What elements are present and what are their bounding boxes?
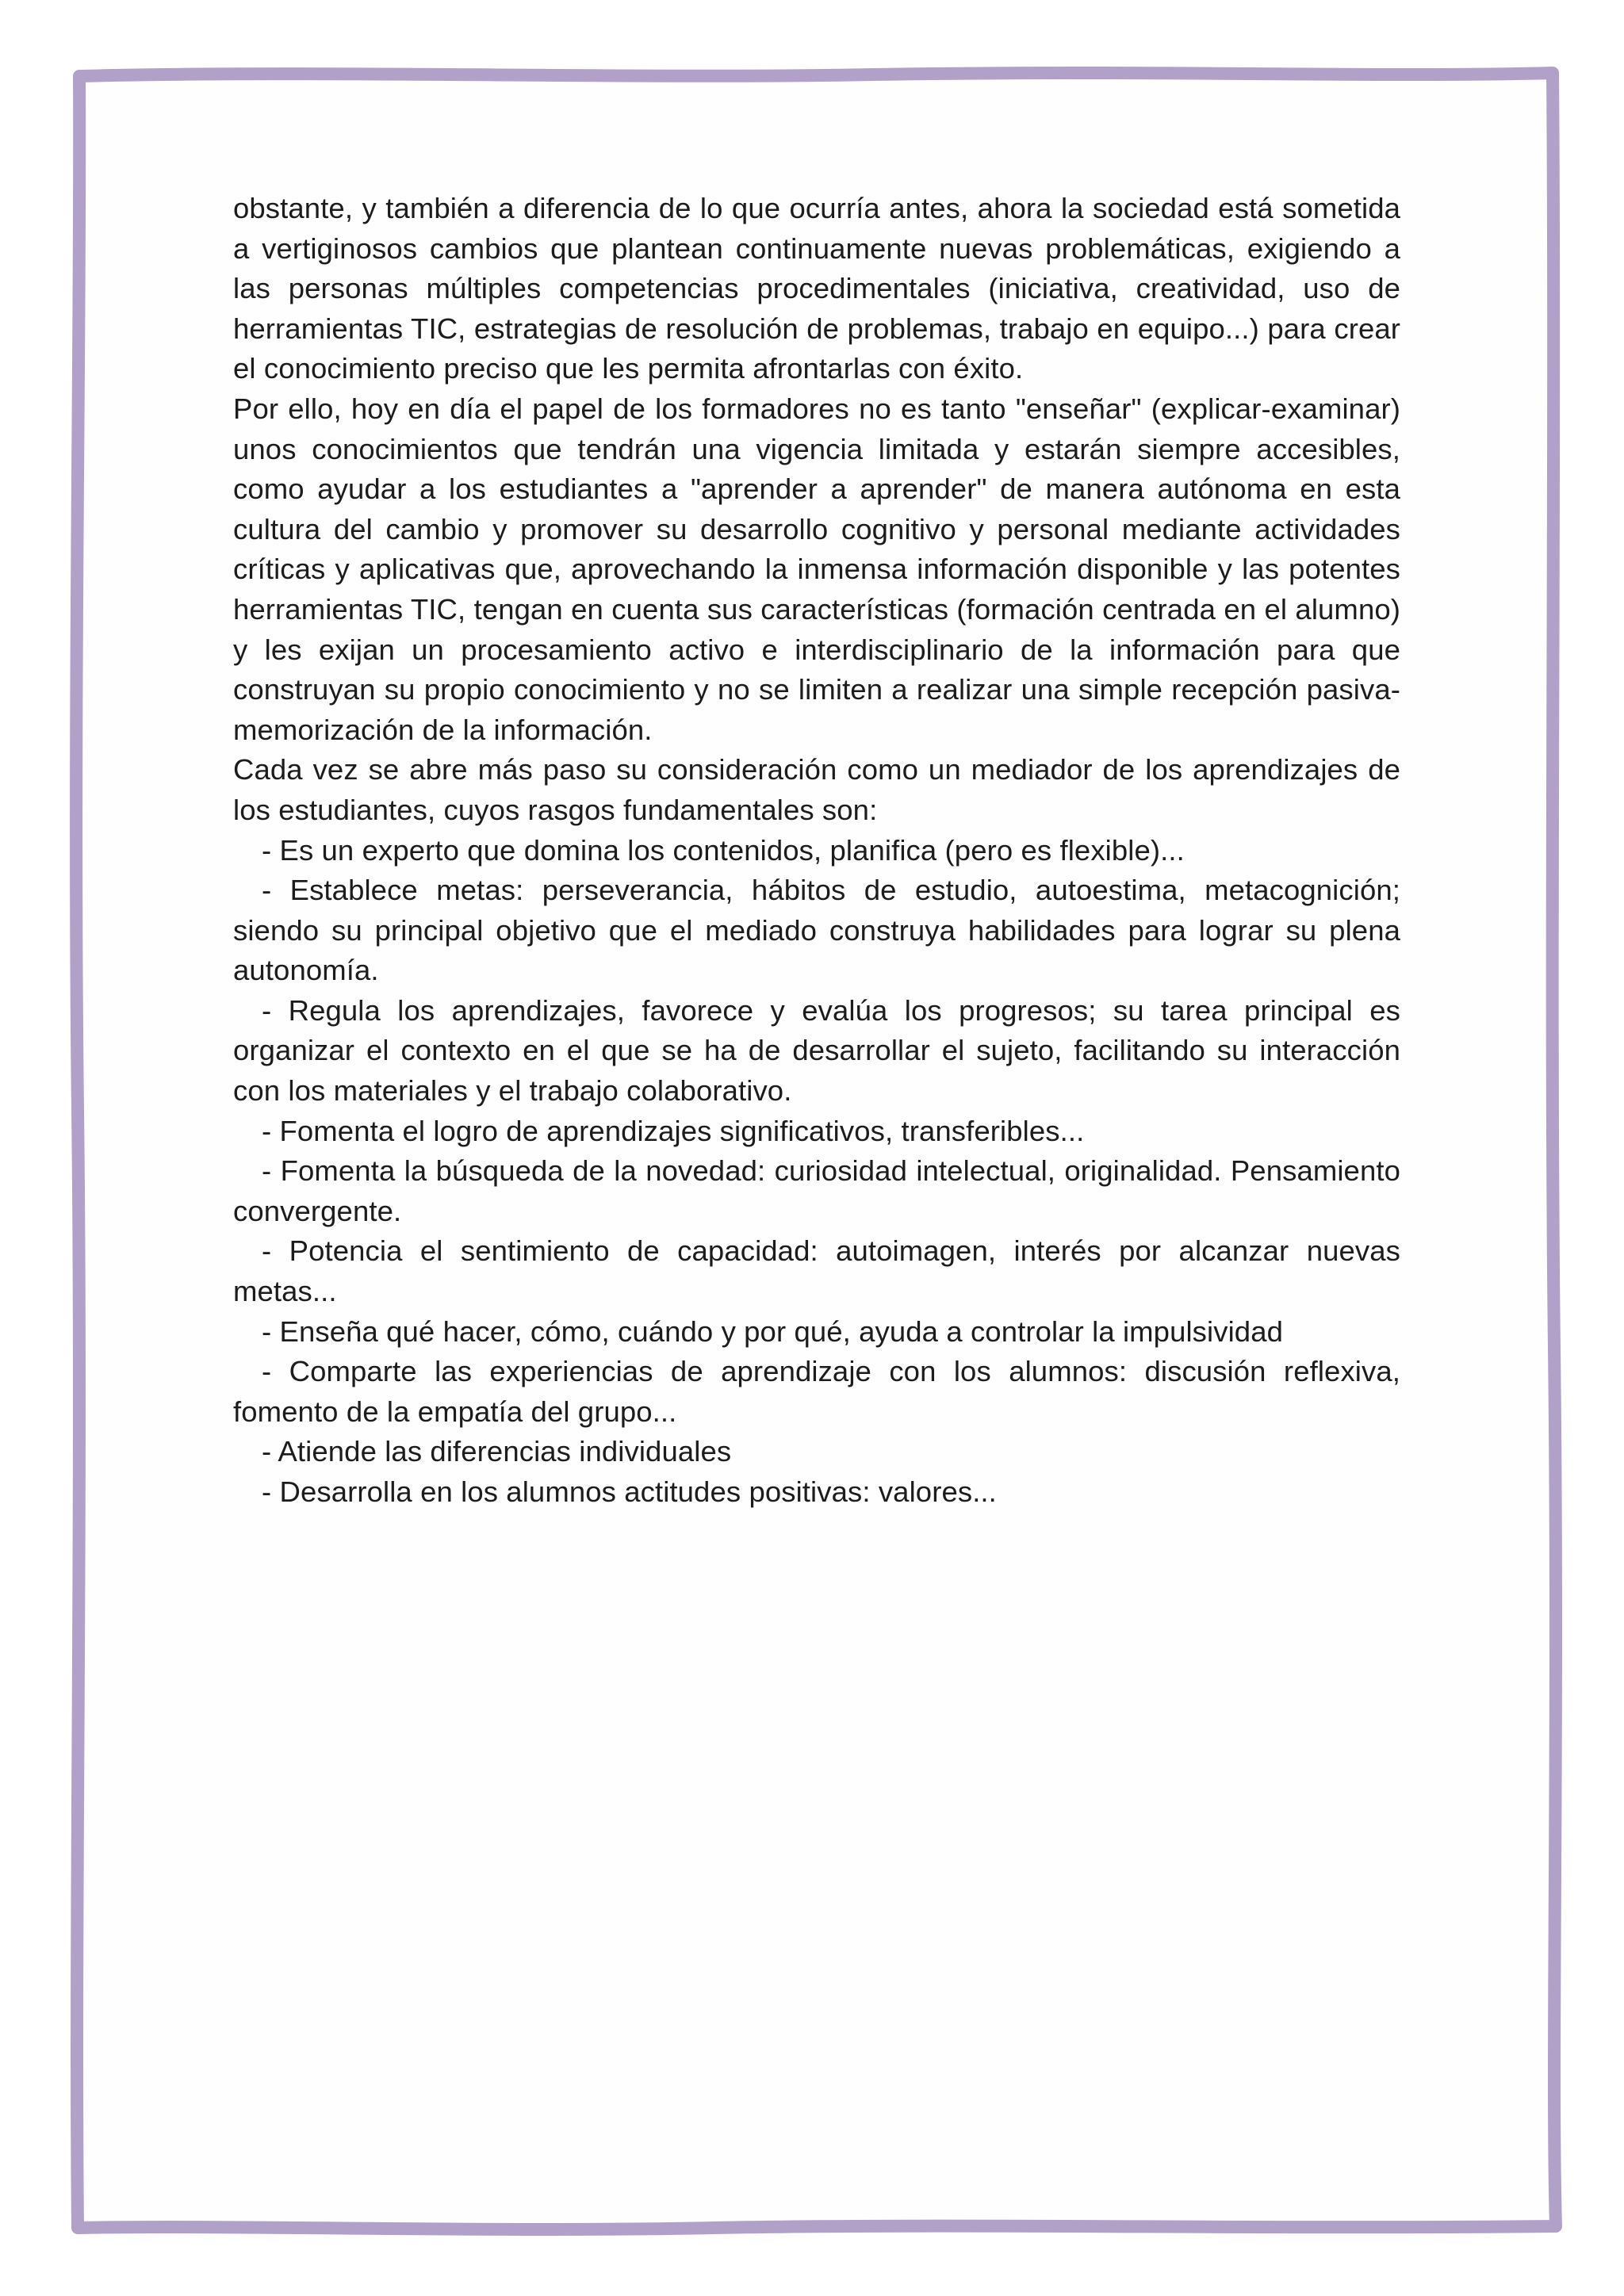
document-body xyxy=(233,189,1400,1513)
bullet-item: - Establece metas: perseverancia, hábitos de estudio, autoestima, metacognición; siendo su principal objetivo que el mediado construya habilidades para lograr su plena autonomía. xyxy=(233,874,1400,987)
paragraph: Cada vez se abre más paso su consideración como un mediador de los aprendizajes de los estudiantes, cuyos rasgos fundamentales son: xyxy=(233,753,1400,826)
bullet-item: - Comparte las experiencias de aprendizaje con los alumnos: discusión reflexiva, fomento de la empatía del grupo... xyxy=(233,1355,1400,1428)
bullet-item: - Fomenta la búsqueda de la novedad: curiosidad intelectual, originalidad. Pensamiento convergente. xyxy=(233,1154,1400,1227)
bullet-item: - Desarrolla en los alumnos actitudes positivas: valores... xyxy=(262,1475,997,1508)
bullet-item: - Es un experto que domina los contenidos, planifica (pero es flexible)... xyxy=(262,833,1185,867)
bullet-item: - Regula los aprendizajes, favorece y evalúa los progresos; su tarea principal es organizar el contexto en el que se ha de desarrollar el sujeto, facilitando su interacción con los materiales y el trabajo colaborativo. xyxy=(233,993,1400,1108)
bullet-item: - Potencia el sentimiento de capacidad: autoimagen, interés por alcanzar nuevas metas... xyxy=(233,1234,1400,1308)
bullet-item: - Enseña qué hacer, cómo, cuándo y por qué, ayuda a controlar la impulsividad xyxy=(262,1314,1283,1348)
bullet-item: - Fomenta el logro de aprendizajes significativos, transferibles... xyxy=(262,1114,1085,1147)
paragraph: obstante, y también a diferencia de lo que ocurría antes, ahora la sociedad está sometida a vertiginosos cambios que plantean continuamente nuevas problemáticas, exigiendo a las personas múltiples competencias procedimentales (iniciativa, creatividad, uso de herramientas TIC, estrategias de resolución de problemas, trabajo en equipo...) para crear el conocimiento preciso que les permita afrontarlas con éxito. xyxy=(233,192,1400,385)
paragraph: Por ello, hoy en día el papel de los formadores no es tanto "enseñar" (explicar-examinar) unos conocimientos que tendrán una vigencia limitada y estarán siempre accesibles, como ayudar a los estudiantes a "aprender a aprender" de manera autónoma en esta cultura del cambio y promover su desarrollo cognitivo y personal mediante actividades críticas y aplicativas que, aprovechando la inmensa información disponible y las potentes herramientas TIC, tengan en cuenta sus características (formación centrada en el alumno) y les exijan un procesamiento activo e interdisciplinario de la información para que construyan su propio conocimiento y no se limiten a realizar una simple recepción pasiva-memorización de la información. xyxy=(233,392,1400,746)
bullet-item: - Atiende las diferencias individuales xyxy=(262,1435,732,1468)
